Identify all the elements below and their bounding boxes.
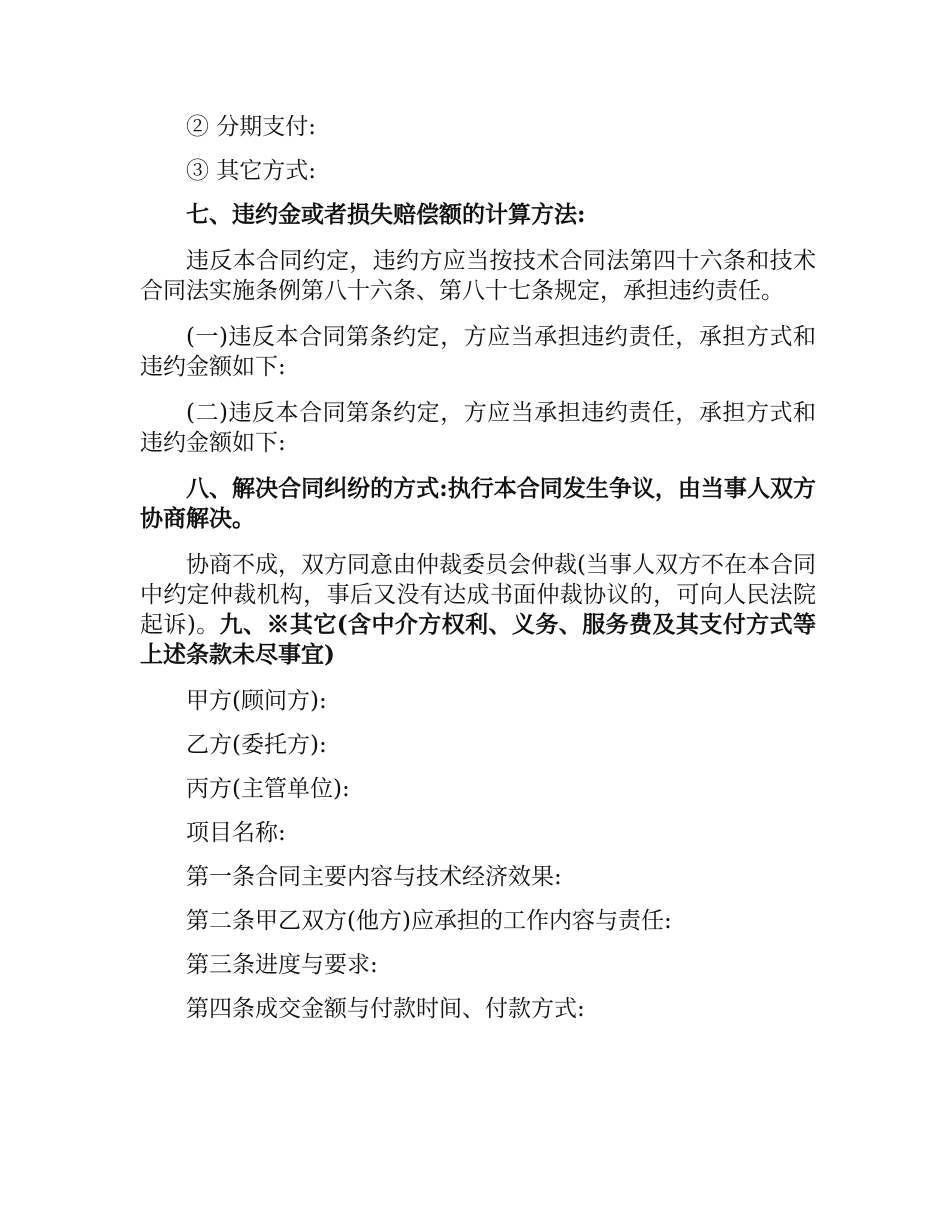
article-2-line: 第二条甲乙双方(他方)应承担的工作内容与责任: bbox=[186, 908, 672, 934]
article-4-line: 第四条成交金额与付款时间、付款方式: bbox=[186, 996, 585, 1022]
installment-payment-line: ② 分期支付: bbox=[186, 114, 317, 140]
other-method-line: ③ 其它方式: bbox=[186, 158, 317, 184]
party-a-line: 甲方(顾问方): bbox=[186, 688, 327, 714]
project-name-line: 项目名称: bbox=[186, 820, 286, 846]
section-9-heading: 九、※其它(含中介方权利、义务、服务费及其支付方式等上述条款未尽事宜) bbox=[140, 611, 816, 668]
article-3-line: 第三条进度与要求: bbox=[186, 952, 378, 978]
section-8-heading: 八、解决合同纠纷的方式:执行本合同发生争议，由当事人双方协商解决。 bbox=[140, 475, 816, 532]
article-1-line: 第一条合同主要内容与技术经济效果: bbox=[186, 864, 562, 890]
breach-paragraph: 违反本合同约定，违约方应当按技术合同法第四十六条和技术合同法实施条例第八十六条、第八十七条规定，承担违约责任。 bbox=[140, 248, 816, 304]
party-c-line: 丙方(主管单位): bbox=[186, 776, 350, 802]
breach-item-1: (一)违反本合同第条约定，方应当承担违约责任，承担方式和违约金额如下: bbox=[140, 324, 816, 380]
arbitration-text: 协商不成，双方同意由仲裁委员会仲裁(当事人双方不在本合同中约定仲裁机构，事后又没有达成书面仲裁协议的，可向人民法院起诉)。 bbox=[140, 552, 816, 638]
arbitration-paragraph bbox=[140, 550, 816, 670]
document-page bbox=[140, 112, 816, 1038]
breach-item-2: (二)违反本合同第条约定，方应当承担违约责任，承担方式和违约金额如下: bbox=[140, 400, 816, 456]
section-7-heading: 七、违约金或者损失赔偿额的计算方法: bbox=[186, 201, 586, 228]
party-b-line: 乙方(委托方): bbox=[186, 732, 327, 758]
